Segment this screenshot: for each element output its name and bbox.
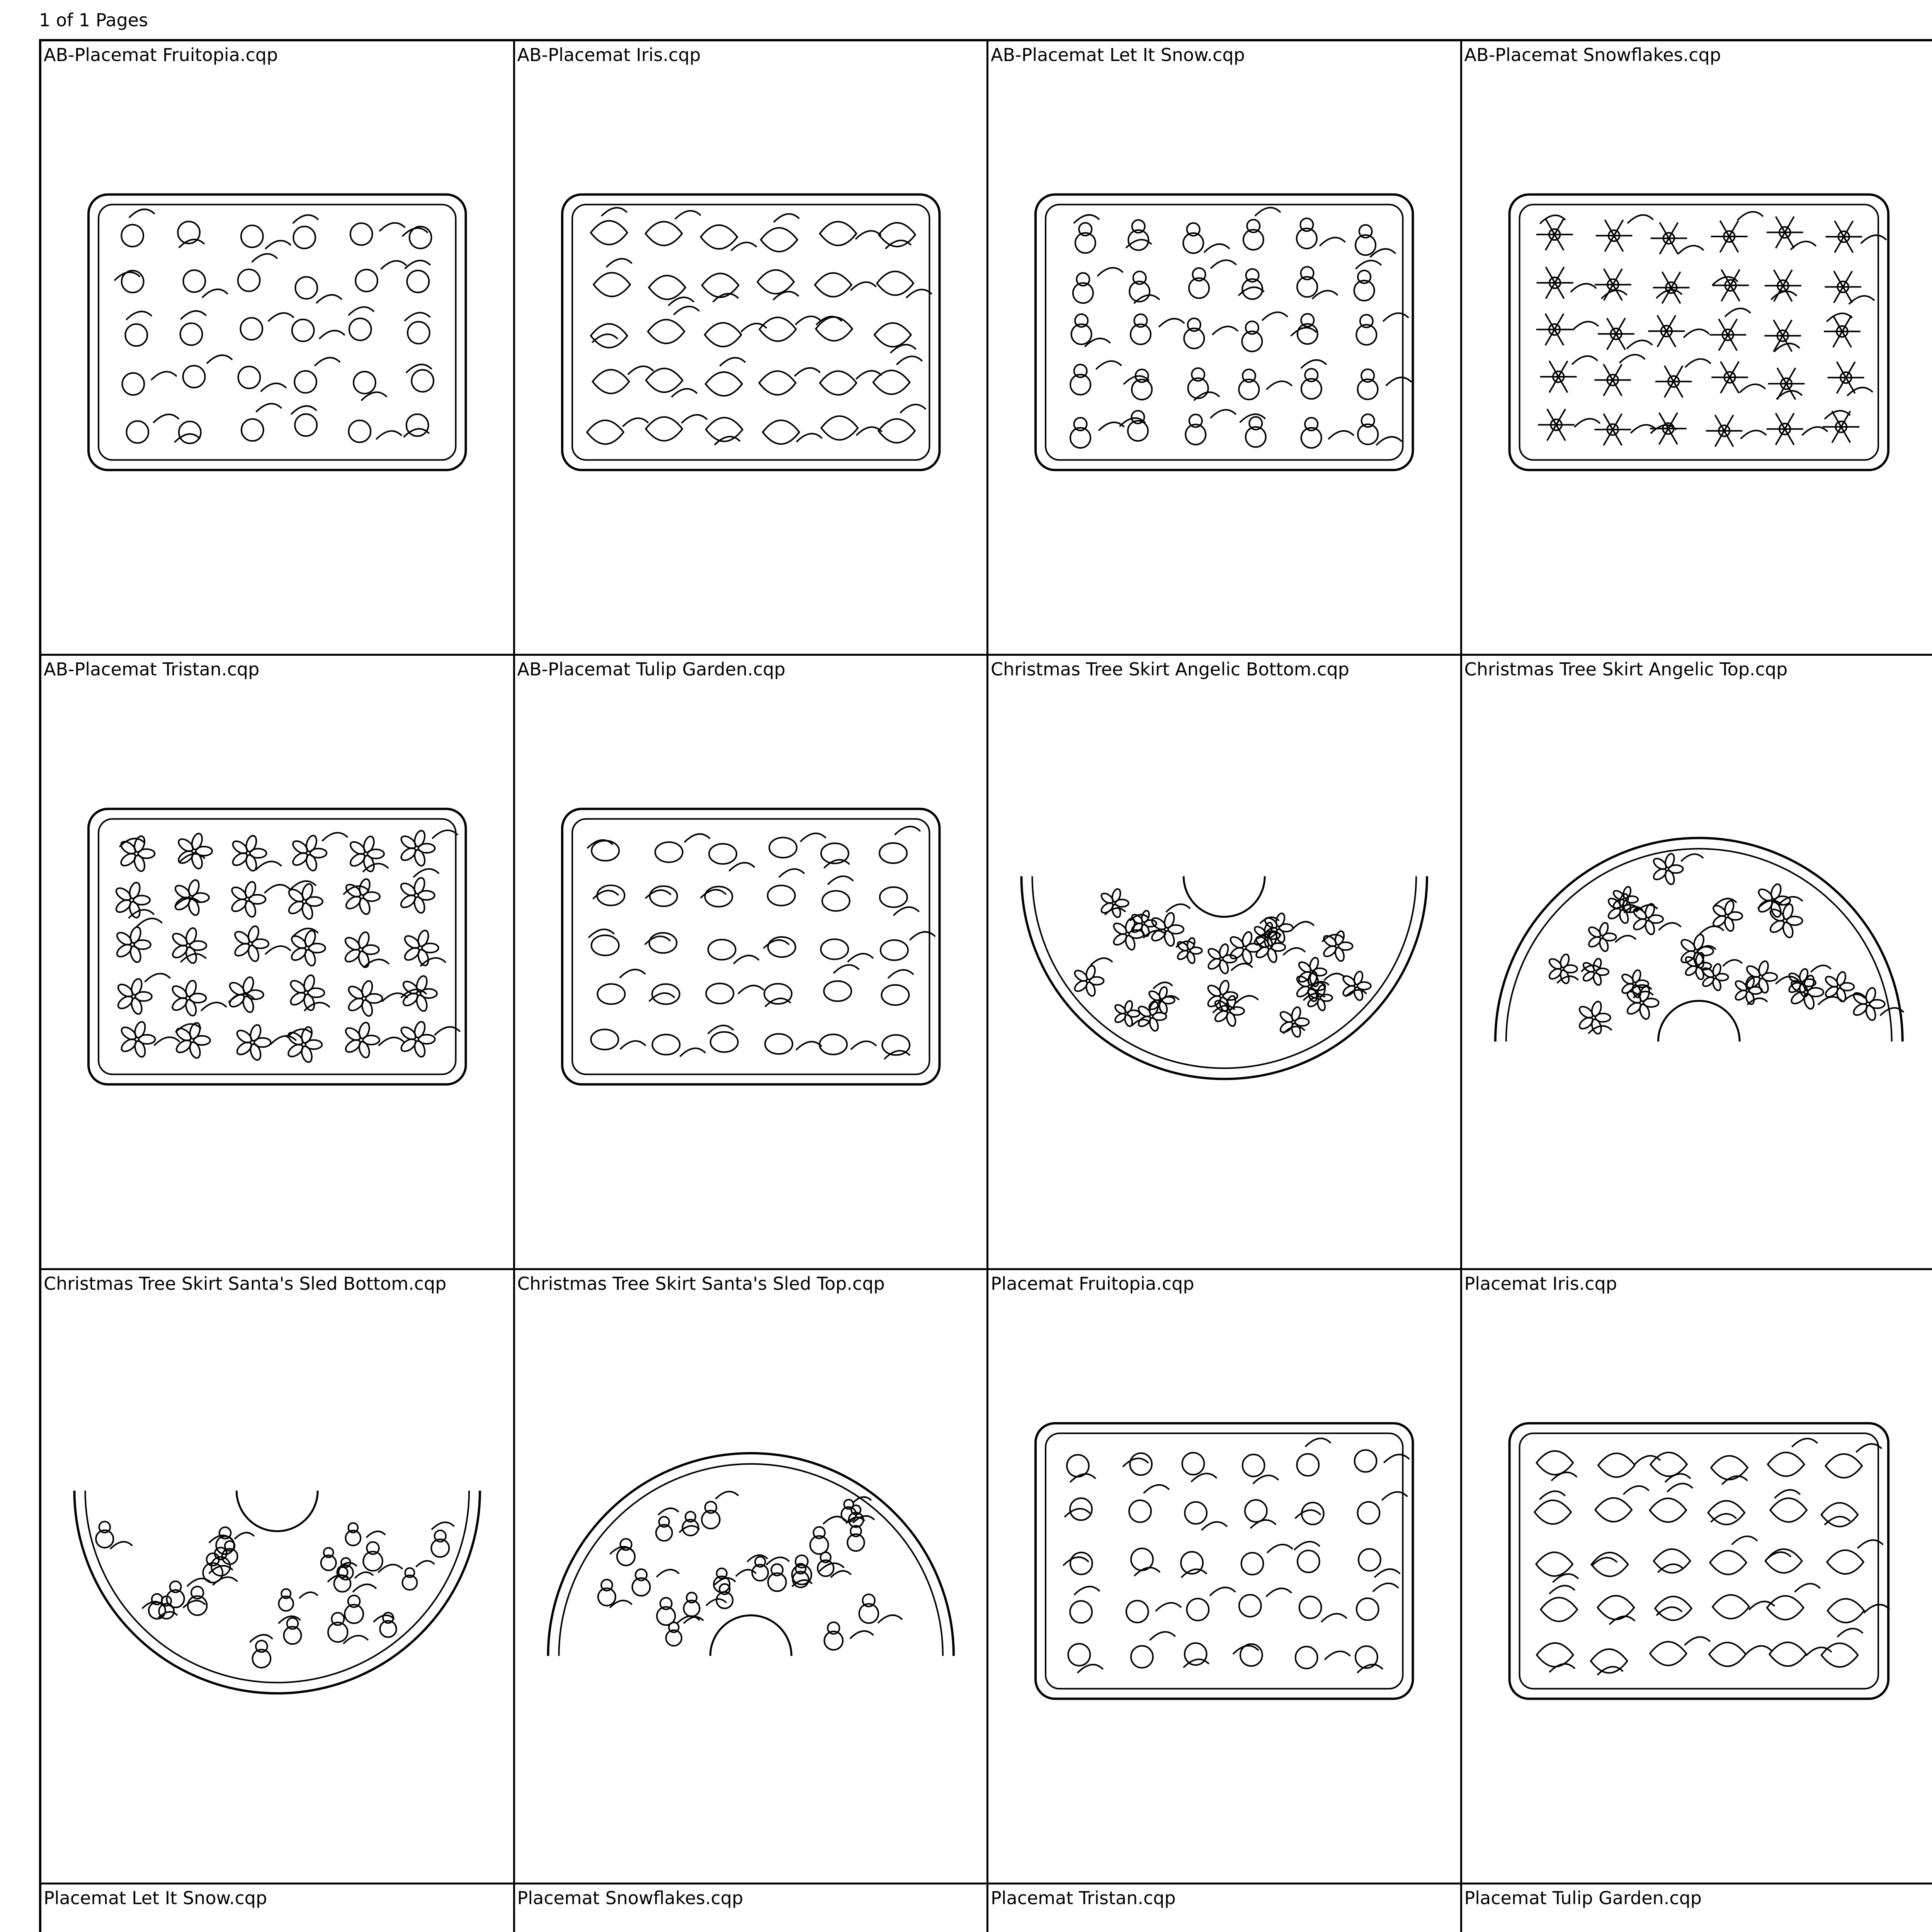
thumbnail-cell[interactable] bbox=[988, 656, 1462, 1270]
thumbnail-cell[interactable] bbox=[515, 1884, 989, 1932]
file-name-label: Christmas Tree Skirt Angelic Bottom.cqp bbox=[991, 659, 1349, 680]
page-indicator: 1 of 1 Pages bbox=[39, 10, 148, 31]
pattern-preview bbox=[41, 656, 513, 1268]
pattern-preview bbox=[988, 41, 1460, 654]
pattern-preview bbox=[1462, 41, 1932, 654]
file-name-label: Placemat Fruitopia.cqp bbox=[991, 1273, 1194, 1294]
pattern-preview bbox=[515, 1270, 987, 1883]
file-name-label: Christmas Tree Skirt Santa's Sled Bottom.cqp bbox=[44, 1273, 447, 1294]
file-name-label: Placemat Snowflakes.cqp bbox=[517, 1888, 743, 1908]
thumbnail-cell[interactable] bbox=[1462, 1884, 1932, 1932]
pattern-preview bbox=[515, 656, 987, 1268]
file-name-label: AB-Placemat Tulip Garden.cqp bbox=[517, 659, 786, 680]
thumbnail-cell[interactable] bbox=[41, 1270, 515, 1884]
thumbnail-cell[interactable] bbox=[41, 656, 515, 1270]
thumbnail-cell[interactable] bbox=[988, 1884, 1462, 1932]
thumbnail-cell[interactable] bbox=[515, 41, 989, 656]
file-name-label: AB-Placemat Let It Snow.cqp bbox=[991, 44, 1245, 65]
file-name-label: Placemat Tulip Garden.cqp bbox=[1464, 1888, 1702, 1908]
pattern-preview bbox=[515, 41, 987, 654]
thumbnail-cell[interactable] bbox=[515, 656, 989, 1270]
pattern-preview bbox=[1462, 1270, 1932, 1883]
thumbnail-cell[interactable] bbox=[41, 1884, 515, 1932]
file-name-label: Christmas Tree Skirt Santa's Sled Top.cqp bbox=[517, 1273, 885, 1294]
thumbnail-cell[interactable] bbox=[41, 41, 515, 656]
file-name-label: Placemat Iris.cqp bbox=[1464, 1273, 1617, 1294]
file-name-label: AB-Placemat Tristan.cqp bbox=[44, 659, 260, 680]
file-name-label: Placemat Let It Snow.cqp bbox=[44, 1888, 267, 1908]
file-name-label: AB-Placemat Iris.cqp bbox=[517, 44, 701, 65]
thumbnail-cell[interactable] bbox=[988, 41, 1462, 656]
file-name-label: AB-Placemat Snowflakes.cqp bbox=[1464, 44, 1721, 65]
pattern-preview bbox=[41, 41, 513, 654]
thumbnail-cell[interactable] bbox=[515, 1270, 989, 1884]
pattern-preview bbox=[41, 1270, 513, 1883]
file-name-label: Christmas Tree Skirt Angelic Top.cqp bbox=[1464, 659, 1788, 680]
file-name-label: Placemat Tristan.cqp bbox=[991, 1888, 1176, 1908]
thumbnail-cell[interactable] bbox=[988, 1270, 1462, 1884]
pattern-preview bbox=[1462, 656, 1932, 1268]
thumbnail-cell[interactable] bbox=[1462, 41, 1932, 656]
pattern-preview bbox=[988, 1270, 1460, 1883]
thumbnail-cell[interactable] bbox=[1462, 1270, 1932, 1884]
file-name-label: AB-Placemat Fruitopia.cqp bbox=[44, 44, 278, 65]
thumbnail-grid bbox=[39, 39, 1932, 1932]
thumbnail-cell[interactable] bbox=[1462, 656, 1932, 1270]
pattern-preview bbox=[988, 656, 1460, 1268]
